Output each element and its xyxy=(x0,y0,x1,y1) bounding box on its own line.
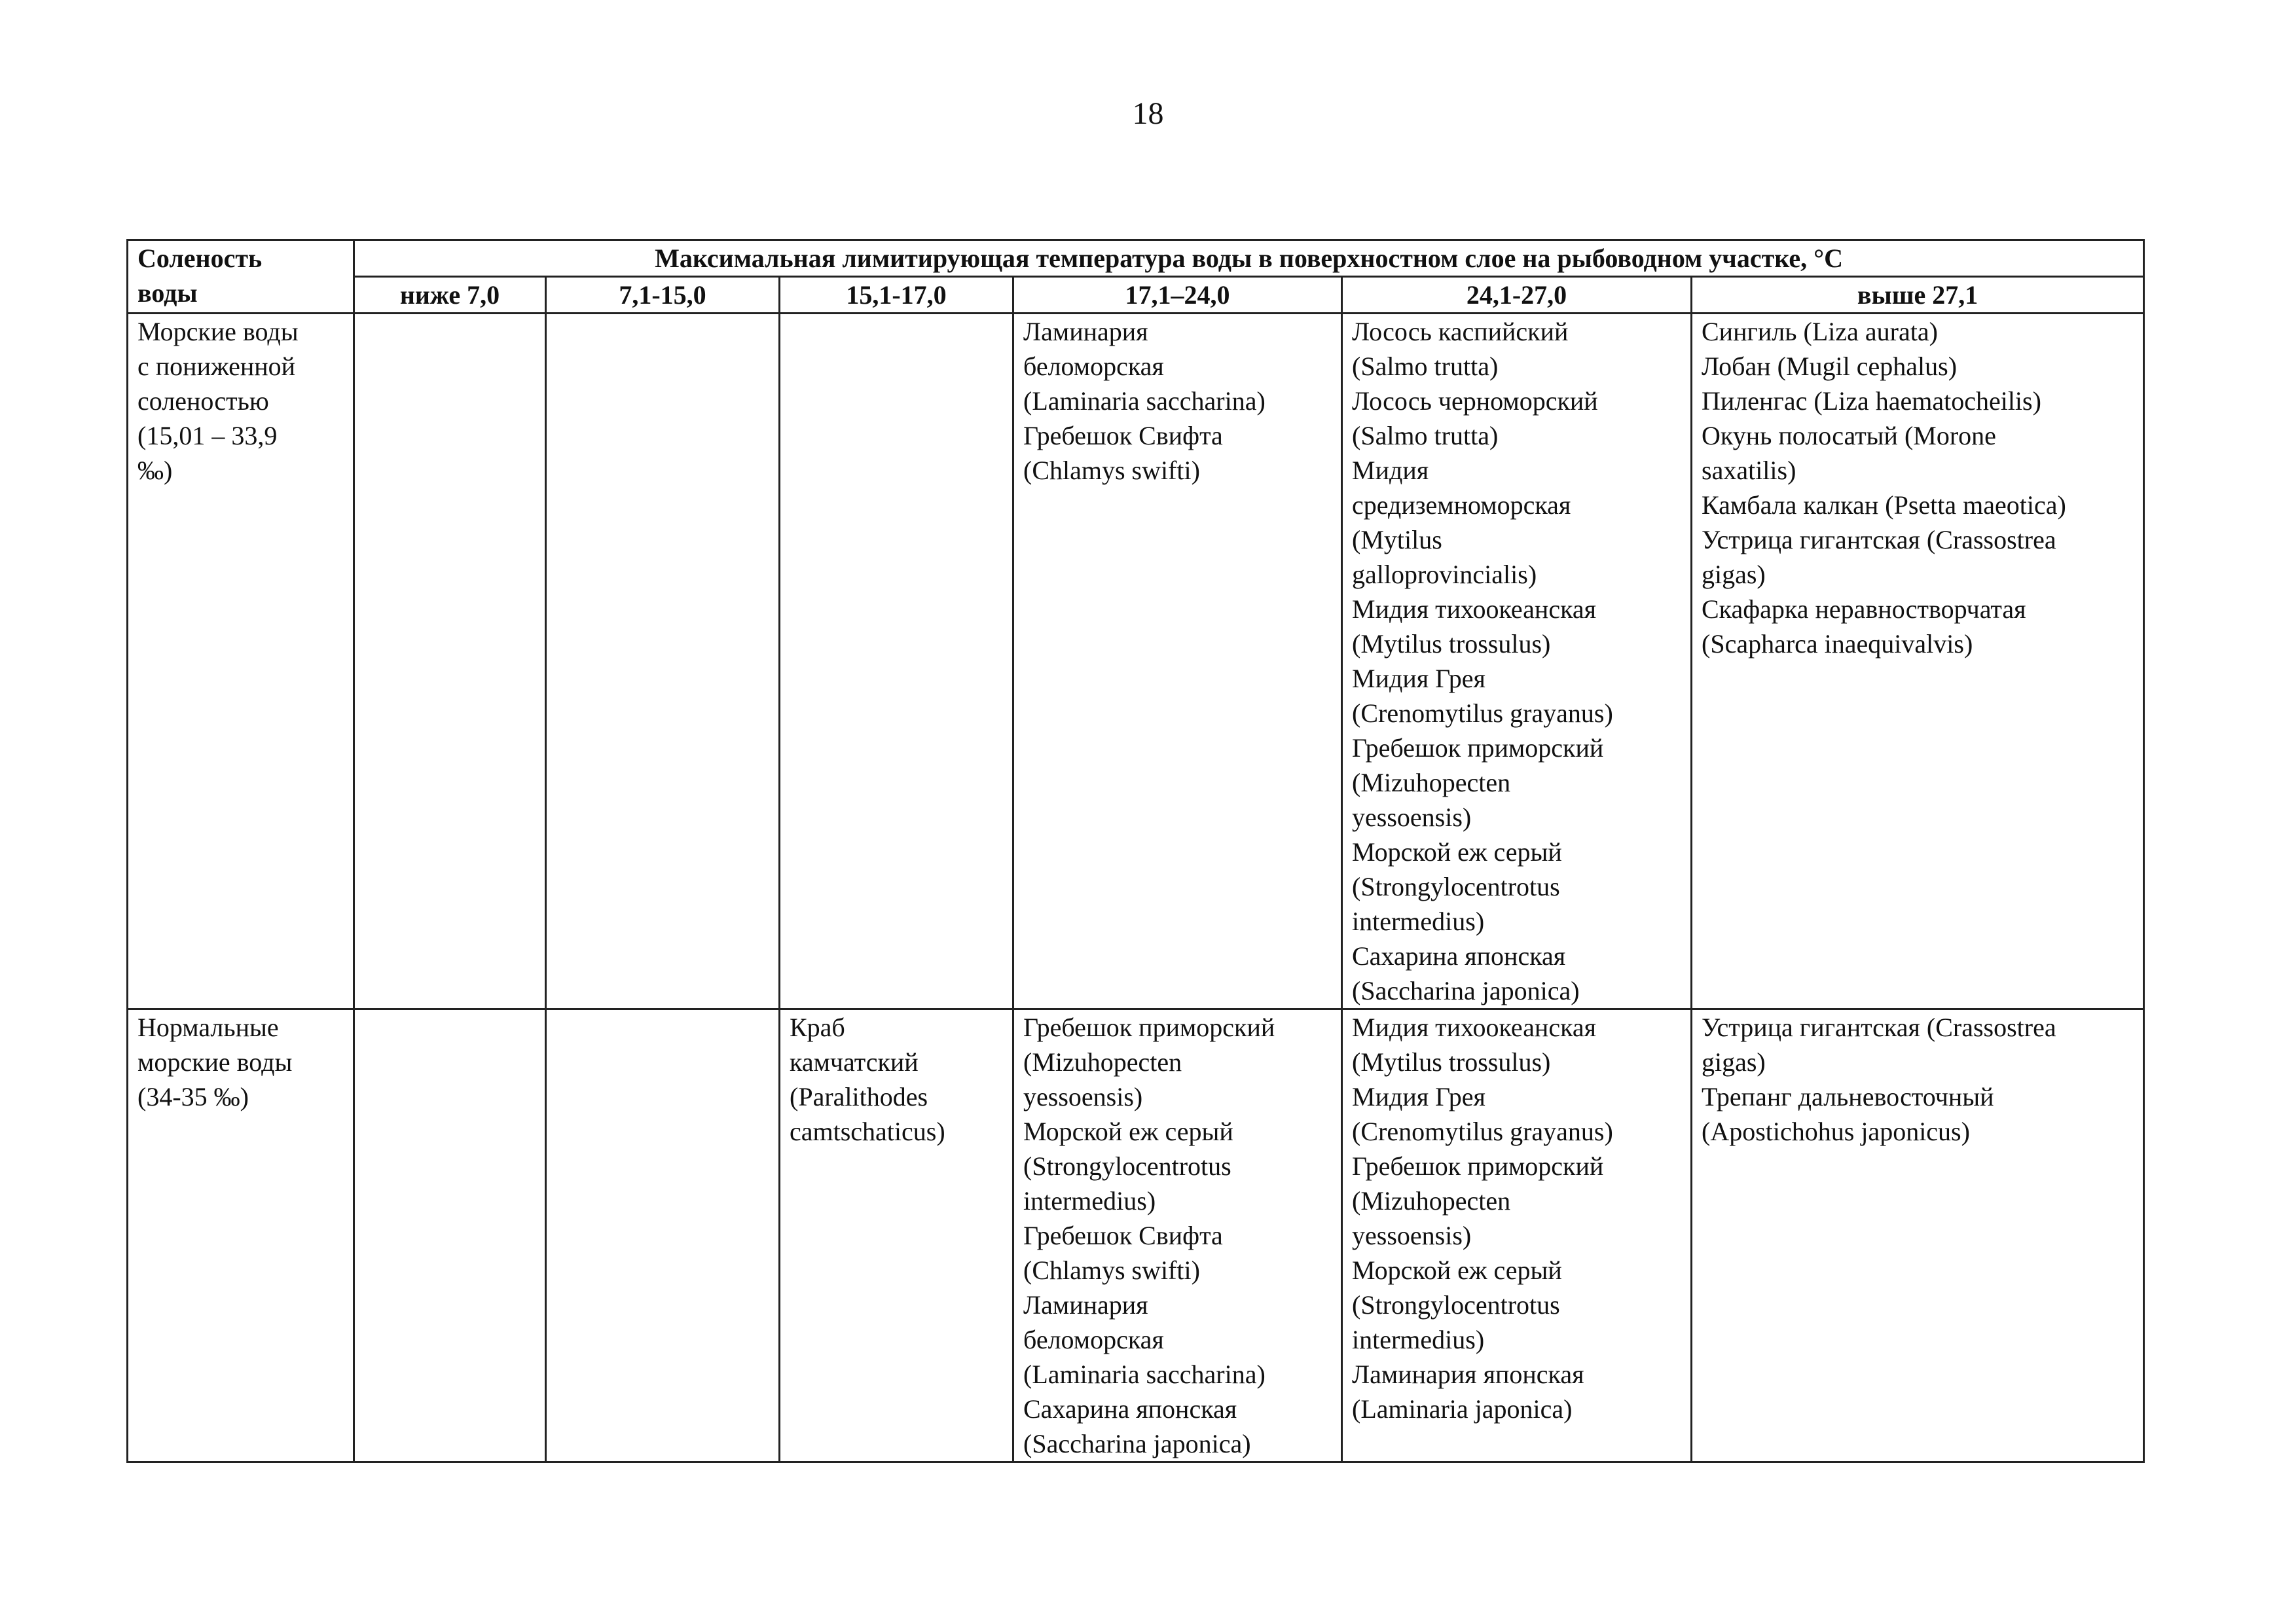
species-line: (Salmo trutta) xyxy=(1352,421,1499,450)
species-cell xyxy=(354,1009,546,1462)
species-line: Ламинария xyxy=(1023,317,1148,346)
species-cell xyxy=(1692,314,2144,1009)
species-line: Гребешок приморский xyxy=(1352,733,1604,763)
species-line: Сахарина японская xyxy=(1023,1394,1237,1424)
salinity-cell xyxy=(128,314,354,1009)
species-line: Устрица гигантская (Crassostrea xyxy=(1702,525,2056,554)
temperature-header: Максимальная лимитирующая температура воды в поверхностном слое на рыбоводном участке, °С xyxy=(354,240,2144,277)
species-line: Лобан (Mugil cephalus) xyxy=(1702,352,1958,381)
salinity-header-line: воды xyxy=(137,278,198,308)
species-line: Гребешок Свифта xyxy=(1023,1221,1223,1250)
species-line: (Mizuhopecten xyxy=(1352,1186,1511,1216)
species-line: Мидия Грея xyxy=(1352,664,1485,693)
species-line: galloprovincialis) xyxy=(1352,560,1537,589)
species-line: Морской еж серый xyxy=(1352,837,1562,867)
salinity-line: (34-35 ‰) xyxy=(137,1082,249,1111)
species-line: gigas) xyxy=(1702,1047,1766,1077)
species-line: intermedius) xyxy=(1023,1186,1156,1216)
species-line: (Apostichohus japonicus) xyxy=(1702,1117,1970,1146)
species-line: (Paralithodes xyxy=(790,1082,928,1111)
range-header: 7,1-15,0 xyxy=(546,277,780,314)
salinity-cell xyxy=(128,1009,354,1462)
species-line: (Strongylocentrotus xyxy=(1352,872,1560,901)
salinity-line: Морские воды xyxy=(137,317,299,346)
species-line: (Mizuhopecten xyxy=(1023,1047,1182,1077)
species-cell xyxy=(1692,1009,2144,1462)
species-line: беломорская xyxy=(1023,352,1164,381)
salinity-header-line: Соленость xyxy=(137,244,263,273)
species-line: (Chlamys swifti) xyxy=(1023,1255,1200,1285)
salinity-header xyxy=(128,240,354,314)
species-line: Мидия xyxy=(1352,456,1429,485)
species-cell xyxy=(780,314,1013,1009)
species-line: (Saccharina japonica) xyxy=(1023,1429,1251,1458)
species-line: Лосось каспийский xyxy=(1352,317,1569,346)
species-line: (Mizuhopecten xyxy=(1352,768,1511,797)
species-line: средиземноморская xyxy=(1352,490,1571,520)
species-line: Мидия Грея xyxy=(1352,1082,1485,1111)
species-line: (Saccharina japonica) xyxy=(1352,976,1580,1005)
range-header: 15,1-17,0 xyxy=(780,277,1013,314)
species-line: (Laminaria japonica) xyxy=(1352,1394,1573,1424)
species-line: (Mytilus trossulus) xyxy=(1352,629,1551,659)
species-line: (Laminaria saccharina) xyxy=(1023,386,1266,416)
species-line: (Mytilus trossulus) xyxy=(1352,1047,1551,1077)
species-line: Трепанг дальневосточный xyxy=(1702,1082,1994,1111)
salinity-line: с пониженной xyxy=(137,352,296,381)
salinity-line: морские воды xyxy=(137,1047,293,1077)
range-header: 24,1-27,0 xyxy=(1342,277,1692,314)
species-line: Сингиль (Liza aurata) xyxy=(1702,317,1938,346)
species-cell xyxy=(1013,314,1342,1009)
species-line: беломорская xyxy=(1023,1325,1164,1354)
species-line: intermedius) xyxy=(1352,1325,1485,1354)
salinity-line: Нормальные xyxy=(137,1013,279,1042)
species-line: yessoensis) xyxy=(1352,803,1472,832)
species-cell xyxy=(780,1009,1013,1462)
species-line: camtschaticus) xyxy=(790,1117,945,1146)
salinity-line: ‰) xyxy=(137,456,173,485)
species-cell xyxy=(1342,314,1692,1009)
species-line: Скафарка неравностворчатая xyxy=(1702,594,2026,624)
salinity-line: соленостью xyxy=(137,386,269,416)
species-line: (Salmo trutta) xyxy=(1352,352,1499,381)
range-header: выше 27,1 xyxy=(1692,277,2144,314)
species-temperature-table xyxy=(126,239,2145,1463)
species-line: Мидия тихоокеанская xyxy=(1352,594,1597,624)
species-line: Гребешок Свифта xyxy=(1023,421,1223,450)
species-line: (Laminaria saccharina) xyxy=(1023,1360,1266,1389)
species-cell xyxy=(1013,1009,1342,1462)
species-line: Морской еж серый xyxy=(1023,1117,1233,1146)
species-line: Пиленгас (Liza haematocheilis) xyxy=(1702,386,2041,416)
species-line: gigas) xyxy=(1702,560,1766,589)
species-line: (Mytilus xyxy=(1352,525,1442,554)
species-line: Гребешок приморский xyxy=(1023,1013,1275,1042)
species-cell xyxy=(1342,1009,1692,1462)
table-body xyxy=(128,314,2144,1462)
page-number: 18 xyxy=(1132,96,1164,131)
species-line: (Scapharca inaequivalvis) xyxy=(1702,629,1973,659)
species-line: saxatilis) xyxy=(1702,456,1796,485)
species-line: yessoensis) xyxy=(1023,1082,1143,1111)
species-line: Ламинария японская xyxy=(1352,1360,1584,1389)
species-line: Сахарина японская xyxy=(1352,941,1566,971)
species-cell xyxy=(354,314,546,1009)
species-line: Гребешок приморский xyxy=(1352,1151,1604,1181)
species-line: Мидия тихоокеанская xyxy=(1352,1013,1597,1042)
species-line: Краб xyxy=(790,1013,845,1042)
species-line: (Strongylocentrotus xyxy=(1023,1151,1231,1181)
species-cell xyxy=(546,1009,780,1462)
species-cell xyxy=(546,314,780,1009)
species-line: Ламинария xyxy=(1023,1290,1148,1320)
species-line: (Crenomytilus grayanus) xyxy=(1352,1117,1613,1146)
species-line: Морской еж серый xyxy=(1352,1255,1562,1285)
species-line: Камбала калкан (Psetta maeotica) xyxy=(1702,490,2066,520)
species-line: (Chlamys swifti) xyxy=(1023,456,1200,485)
species-line: intermedius) xyxy=(1352,907,1485,936)
table-row xyxy=(128,1009,2144,1462)
species-line: yessoensis) xyxy=(1352,1221,1472,1250)
range-header: ниже 7,0 xyxy=(354,277,546,314)
range-header: 17,1–24,0 xyxy=(1013,277,1342,314)
species-line: Устрица гигантская (Crassostrea xyxy=(1702,1013,2056,1042)
table-row xyxy=(128,314,2144,1009)
species-line: Окунь полосатый (Morone xyxy=(1702,421,1996,450)
species-line: Лосось черноморский xyxy=(1352,386,1598,416)
species-line: (Strongylocentrotus xyxy=(1352,1290,1560,1320)
species-line: (Crenomytilus grayanus) xyxy=(1352,698,1613,728)
species-line: камчатский xyxy=(790,1047,919,1077)
salinity-line: (15,01 – 33,9 xyxy=(137,421,278,450)
